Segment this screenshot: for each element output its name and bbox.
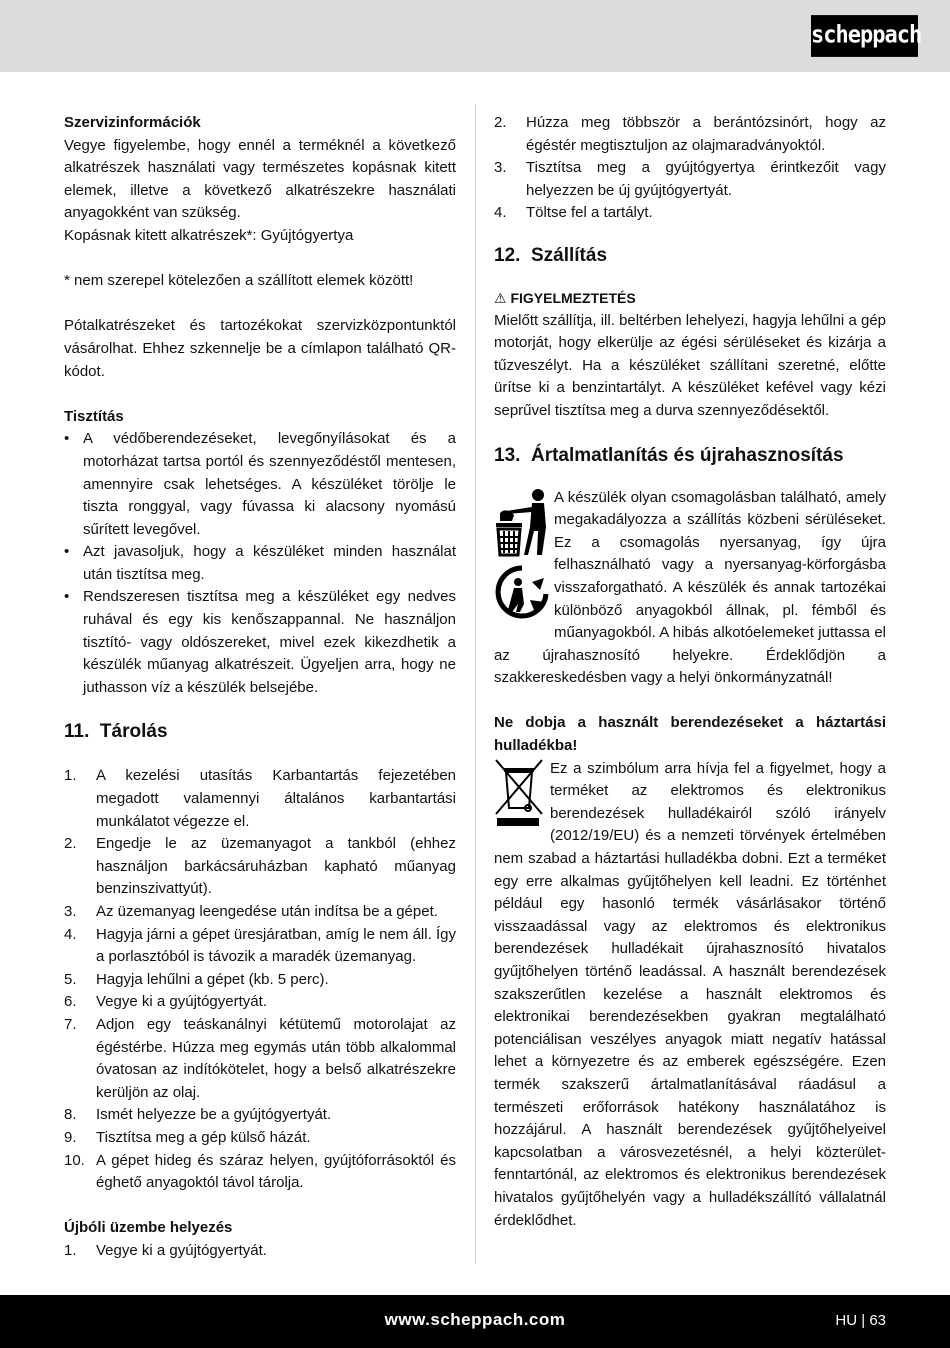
weee-heading: Ne dobja a használt berendezéseket a háztartási hulladékba! <box>494 714 886 755</box>
crossed-bin-icon <box>494 758 544 828</box>
list-item: • A védőberendezéseket, levegőnyílásokat és a motorházat tartsa portól és szennyeződéstől mentesen, amennyire csak lehetséges. A készüléket törölje le tiszta ronggyal, vagy fúvassa ki alacsony nyomású sűrített levegővel. <box>64 428 456 541</box>
list-item: 1. Vegye ki a gyújtógyertyát. <box>64 1241 267 1259</box>
warning-label: ⚠ FIGYELMEZTETÉS <box>494 289 636 306</box>
page-number: 63 <box>869 1312 886 1329</box>
list-item: 4. Hagyja járni a gépet üresjáratban, amíg le nem áll. Így a porlasztóból is távozik a maradék üzemanyag. <box>64 925 456 966</box>
litter-bin-icon <box>494 487 550 557</box>
list-item: 2. Engedje le az üzemanyagot a tankból (ehhez használjon barkácsáruházban kapható műanyag benzinszivattyút). <box>64 835 456 898</box>
restart-list <box>64 1240 456 1263</box>
cleaning-list <box>64 428 456 699</box>
service-heading: Szervizinformációk <box>64 114 201 131</box>
right-column <box>494 112 886 1232</box>
warning-triangle-icon: ⚠ <box>494 289 511 306</box>
page-indicator: HU | 63 <box>835 1312 886 1329</box>
list-item: 3. Tisztítsa meg a gyújtógyertya érintkezőit vagy helyezzen be új gyújtógyertyát. <box>494 159 886 199</box>
storage-heading: 11. Tárolás <box>64 721 168 743</box>
left-column <box>64 112 456 1263</box>
list-item: 10. A gépet hideg és száraz helyen, gyújtóforrásoktól és éghető anyagoktól távol tárolja. <box>64 1151 456 1192</box>
cleaning-heading: Tisztítás <box>64 407 124 425</box>
list-item: 1. A kezelési utasítás Karbantartás fejezetében megadott valamennyi általános karbantartási munkálatot végezze el. <box>64 767 456 830</box>
list-item: 7. Adjon egy teáskanálnyi kétütemű motorolajat az égéstérbe. Húzza meg egymás után több alkalommal óvatosan az indítókötelet, hogy a belső alkatrészekre kerüljön az olaj. <box>64 1015 456 1101</box>
transport-text: Mielőtt szállítja, ill. beltérben lehelyezi, hagyja lehűlni a gép motorját, hogy elkerülje az égési sérüléseket és kizárja a tűzveszélyt. Ha a készüléket szállítani szeretné, előtte ürítse ki a benzintartályt. A készüléket kefével vagy kézi seprűvel tisztítsa meg a durva szennyeződésektől. <box>494 311 886 419</box>
website-link[interactable]: www.scheppach.com <box>384 1310 566 1329</box>
list-item: • Azt javasoljuk, hogy a készüléket minden használat után tisztítsa meg. <box>64 541 456 586</box>
page-footer <box>0 1295 950 1348</box>
restart-heading: Újbóli üzembe helyezés <box>64 1219 233 1237</box>
page-header <box>0 0 950 72</box>
list-item: 4. Töltse fel a tartályt. <box>494 204 653 222</box>
service-wear-parts: Kopásnak kitett alkatrészek*: Gyújtógyertya <box>64 226 354 244</box>
recycling-icons <box>494 487 550 628</box>
transport-heading: 12. Szállítás <box>494 244 608 266</box>
language-code: HU <box>835 1312 858 1329</box>
list-item: • Rendszeresen tisztítsa meg a készüléket egy nedves ruhával és egy kis kenőszappannal. Ne használjon tisztító- vagy oldószereket, mivel ezek kikezdhetik a készülék műanyag alkatrészeit. Ügyeljen arra, hogy ne juthasson víz a készülék belsejébe. <box>64 586 456 699</box>
list-item: 8. Ismét helyezze be a gyújtógyertyát. <box>64 1106 332 1124</box>
scheppach-logo: scheppach <box>811 15 918 57</box>
weee-icon-block <box>494 758 546 836</box>
list-item: 3. Az üzemanyag leengedése után indítsa be a gépet. <box>64 903 438 920</box>
service-note: * nem szerepel kötelezően a szállított elemek között! <box>64 272 414 290</box>
disposal-text: A készülék olyan csomagolásban található, amely megakadályozza a szállítás közbeni sérüléseket. Ez a csomagolás nyersanyag, így újra felhasználható vagy a nyersanyag-körforgásba visszaforgatható. A készülék és annak tartozékai különböző anyagokból állnak, pl. fémből és műanyagokból. A hibás alkotóelemeket juttassa el az újrahasznosító helyekre. Érdeklődjön a szakkereskedésben vagy a helyi önkormányzatnál! <box>494 488 886 687</box>
list-item: 2. Húzza meg többször a berántózsinórt, hogy az égéstér megtisztuljon az olajmaradványoktól. <box>494 114 886 154</box>
column-divider <box>475 104 476 1264</box>
service-parts-text: Pótalkatrészeket és tartozékokat szervizközpontunktól vásárolhat. Ehhez szkennelje be a címlapon található QR-kódot. <box>64 317 456 380</box>
list-item: 6. Vegye ki a gyújtógyertyát. <box>64 993 267 1011</box>
restart-list-continued <box>494 112 886 225</box>
weee-text: Ez a szimbólum arra hívja fel a figyelmet, hogy a terméket az elektromos és elektronikus berendezések hulladékairól szóló irányelv (2012/19/EU) és a nemzeti törvények értelmében nem szabad a háztartási hulladékba dobni. Ezt a terméket egy erre alkalmas gyűjtőhelyen kell leadni. Ez történhet például egy hasonló termék vásárlásakor történő visszaadással vagy az elektromos és elektronikus berendezések hulladékait újrahasznosító hivatalos gyűjtőhelyen történő leadással. A használt berendezések szakszerűtlen kezelése a használt elektromos és elektronikai berendezésekben gyakran megtalálható potenciálisan veszélyes anyagok miatt negatív hatással lehet a környezetre és az emberek egészségére. Ezen termék szakszerű ártalmatlanításával ráadásul a természeti erőforrások hatékony használatához is hozzájárul. A használt berendezések gyűjtőhelyeivel kapcsolatban a városvezetésnél, a helyi közterület-fenntartónál, az elektromos és elektronikus berendezések hivatalos gyűjtőhelyén vagy a hulladékszállító vállalatnál érdeklődhet. <box>494 759 886 1229</box>
list-item: 5. Hagyja lehűlni a gépet (kb. 5 perc). <box>64 970 329 988</box>
disposal-heading: 13. Ártalmatlanítás és újrahasznosítás <box>494 444 844 466</box>
service-text: Vegye figyelembe, hogy ennél a terméknél a következő alkatrészek használati vagy természetes kopásnak kitett elemek, illetve a következő alkatrészekre használati anyagokként van szükség. <box>64 136 456 222</box>
recycle-icon <box>494 564 550 620</box>
storage-list <box>64 765 456 1194</box>
list-item: 9. Tisztítsa meg a gép külső házát. <box>64 1128 311 1146</box>
